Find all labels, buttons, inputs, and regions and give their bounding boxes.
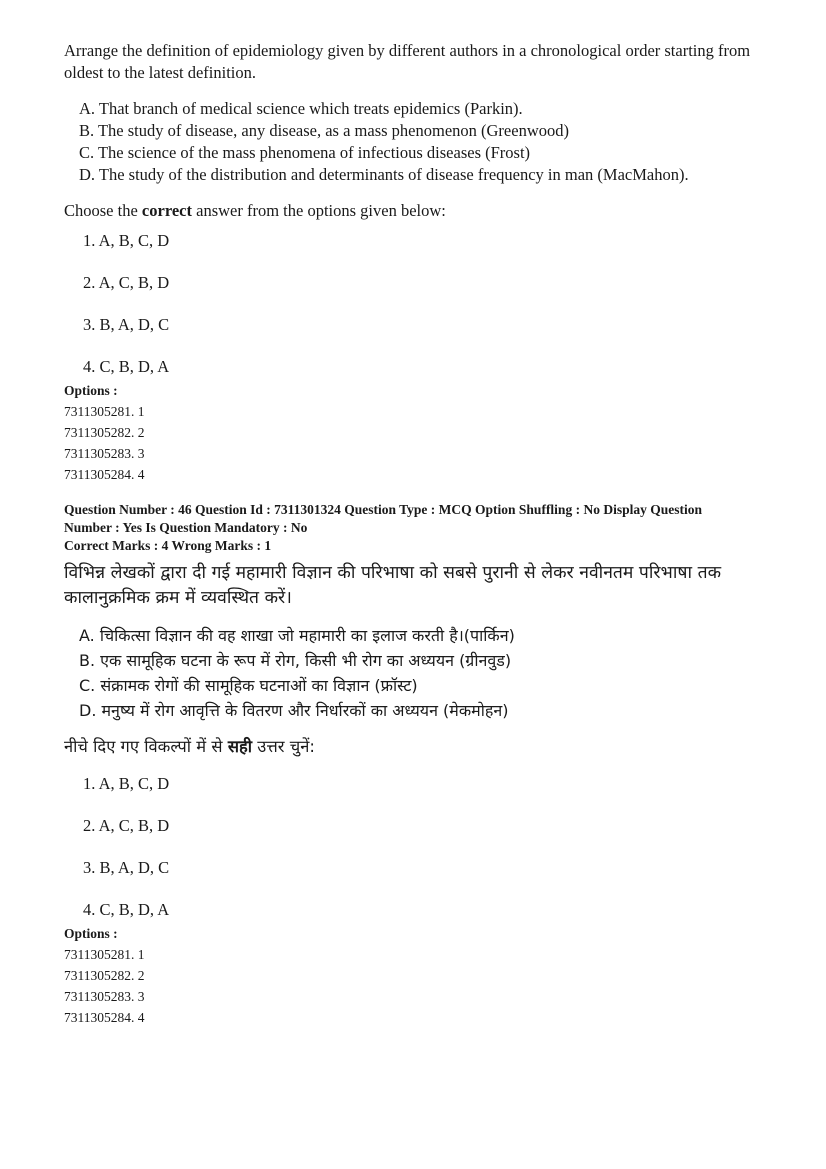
question-meta-line-2: Number : Yes Is Question Mandatory : No: [64, 520, 308, 535]
choose-instruction-english: [64, 200, 784, 222]
option-id-2: 7311305282. 2: [64, 425, 145, 440]
option-id-3-b: 7311305283. 3: [64, 989, 145, 1004]
answer-option-4-hindi: 4. C, B, D, A: [83, 900, 170, 919]
statement-list-hindi: [79, 623, 784, 723]
answer-list-english: [83, 230, 784, 378]
answer-list-hindi: [83, 773, 784, 921]
option-id-4-b: 7311305284. 4: [64, 1010, 145, 1025]
statement-b: B. The study of disease, any disease, as a mass phenomenon (Greenwood): [79, 121, 569, 140]
question-text-hindi: विभिन्न लेखकों द्वारा दी गई महामारी विज्ञान की परिभाषा को सबसे पुरानी से लेकर नवीनतम परिभाषा तक कालानुक्रमिक क्रम में व्यवस्थित करें।: [64, 563, 722, 608]
answer-option-1-hindi: 1. A, B, C, D: [83, 774, 170, 793]
statement-b-hindi: B. एक सामूहिक घटना के रूप में रोग, किसी भी रोग का अध्ययन (ग्रीनवुड): [79, 651, 512, 670]
question-meta: [64, 501, 784, 555]
option-id-2-b: 7311305282. 2: [64, 968, 145, 983]
answer-option-1: 1. A, B, C, D: [83, 231, 170, 250]
options-block-2: [64, 923, 784, 1028]
choose-suffix-hindi: उत्तर चुनें:: [252, 737, 315, 756]
options-label: Options :: [64, 383, 118, 398]
answer-option-4: 4. C, B, D, A: [83, 357, 170, 376]
statement-list-english: [79, 98, 784, 186]
answer-option-3: 3. B, A, D, C: [83, 315, 170, 334]
choose-prefix-hindi: नीचे दिए गए विकल्पों में से: [64, 737, 228, 756]
choose-instruction-hindi: [64, 735, 784, 759]
question-meta-line-1: Question Number : 46 Question Id : 7311301324 Question Type : MCQ Option Shuffling : No Display Question: [64, 502, 702, 517]
option-id-1-b: 7311305281. 1: [64, 947, 145, 962]
choose-bold-hindi: सही: [227, 737, 253, 756]
option-id-1: 7311305281. 1: [64, 404, 145, 419]
question-meta-line-3: Correct Marks : 4 Wrong Marks : 1: [64, 538, 272, 553]
choose-prefix: Choose the: [64, 201, 142, 220]
question-text-english: Arrange the definition of epidemiology given by different authors in a chronological order starting from oldest to the latest definition.: [64, 41, 751, 82]
answer-option-3-hindi: 3. B, A, D, C: [83, 858, 170, 877]
statement-a-hindi: A. चिकित्सा विज्ञान की वह शाखा जो महामारी का इलाज करती है।(पार्किन): [79, 626, 515, 645]
statement-d-hindi: D. मनुष्य में रोग आवृत्ति के वितरण और निर्धारकों का अध्ययन (मेकमोहन): [79, 701, 509, 720]
answer-option-2-hindi: 2. A, C, B, D: [83, 816, 170, 835]
choose-bold: correct: [141, 201, 192, 220]
option-id-3: 7311305283. 3: [64, 446, 145, 461]
options-label-2: Options :: [64, 926, 118, 941]
statement-a: A. That branch of medical science which treats epidemics (Parkin).: [79, 99, 523, 118]
document-page: [64, 40, 784, 1028]
choose-suffix: answer from the options given below:: [192, 201, 446, 220]
option-id-4: 7311305284. 4: [64, 467, 145, 482]
statement-c: C. The science of the mass phenomena of infectious diseases (Frost): [79, 143, 531, 162]
statement-c-hindi: C. संक्रामक रोगों की सामूहिक घटनाओं का विज्ञान (फ्रॉस्ट): [79, 676, 418, 695]
options-block-1: [64, 380, 784, 485]
answer-option-2: 2. A, C, B, D: [83, 273, 170, 292]
statement-d: D. The study of the distribution and determinants of disease frequency in man (MacMahon).: [79, 165, 689, 184]
